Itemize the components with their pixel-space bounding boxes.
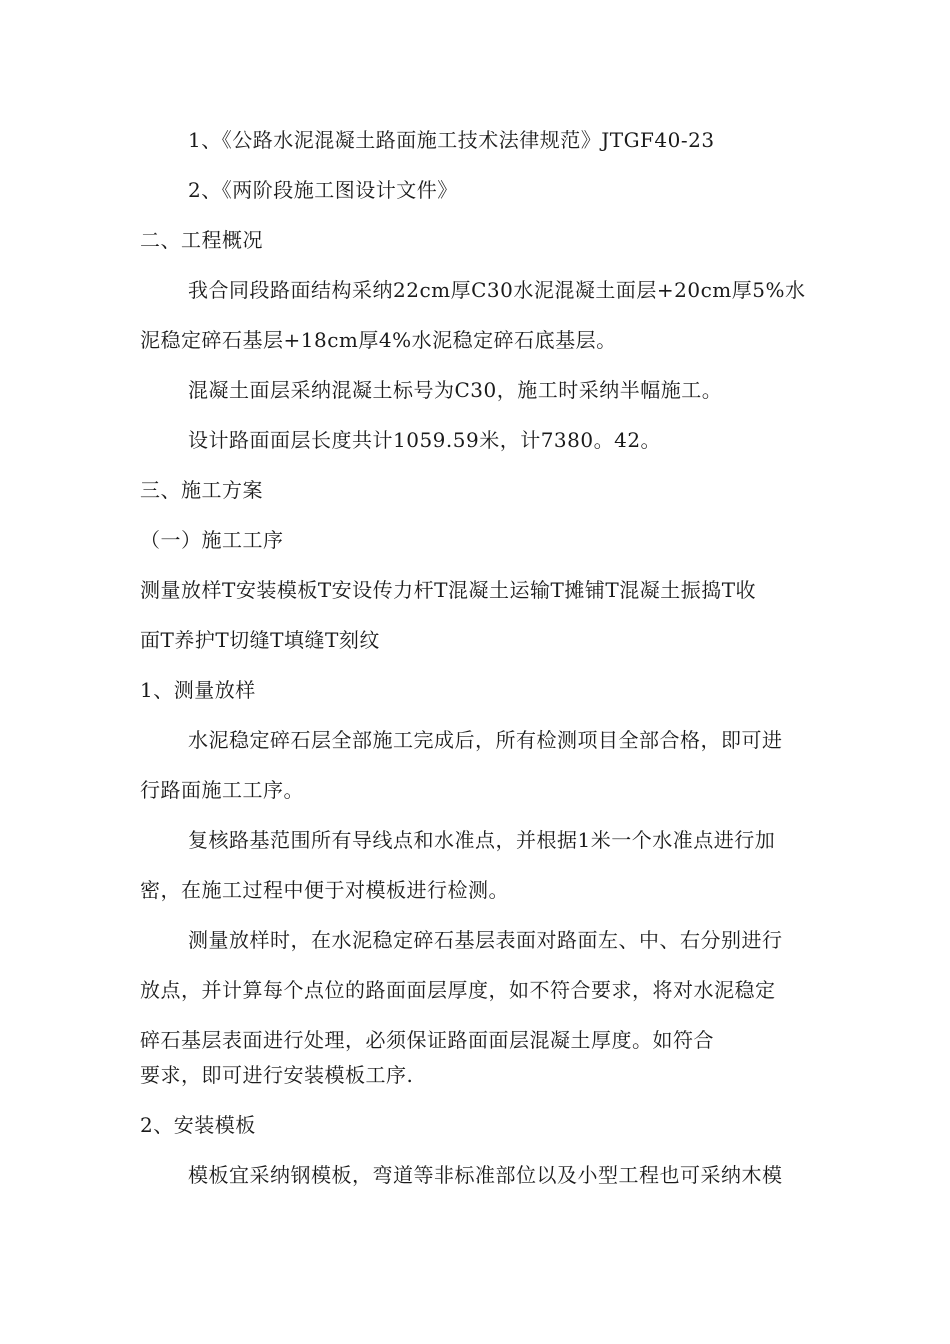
paragraph-line: 测量放样时，在水泥稳定碎石基层表面对路面左、中、右分别进行 (188, 928, 783, 952)
paragraph-line: 密，在施工过程中便于对模板进行检测。 (140, 878, 509, 902)
paragraph-line: 泥稳定碎石基层+18cm厚4%水泥稳定碎石底基层。 (140, 328, 617, 352)
subsection-heading-procedure: （一）施工工序 (140, 528, 284, 552)
paragraph-line: 水泥稳定碎石层全部施工完成后，所有检测项目全部合格，即可进 (188, 728, 783, 752)
paragraph-line: 模板宜采纳钢模板，弯道等非标准部位以及小型工程也可采纳木模 (188, 1163, 783, 1187)
paragraph-line: 碎石基层表面进行处理，必须保证路面面层混凝土厚度。如符合 (140, 1028, 714, 1052)
item-heading-survey: 1、测量放样 (140, 678, 256, 702)
reference-item-2: 2、《两阶段施工图设计文件》 (188, 178, 458, 202)
paragraph-line: 测量放样T安装模板T安设传力杆T混凝土运输T摊铺T混凝土振捣T收 (140, 578, 757, 602)
paragraph-line: 混凝土面层采纳混凝土标号为C30，施工时采纳半幅施工。 (188, 378, 723, 402)
section-heading-plan: 三、施工方案 (140, 478, 263, 502)
paragraph-line: 行路面施工工序。 (140, 778, 304, 802)
item-heading-formwork: 2、安装模板 (140, 1113, 256, 1137)
paragraph-line: 面T养护T切缝T填缝T刻纹 (140, 628, 380, 652)
paragraph-line: 复核路基范围所有导线点和水准点，并根据1米一个水准点进行加 (188, 828, 776, 852)
paragraph-line: 设计路面面层长度共计1059.59米，计7380。42。 (188, 428, 662, 452)
paragraph-line: 放点，并计算每个点位的路面面层厚度，如不符合要求，将对水泥稳定 (140, 978, 776, 1002)
paragraph-line: 我合同段路面结构采纳22cm厚C30水泥混凝土面层+20cm厚5%水 (188, 278, 806, 302)
paragraph-line: 要求，即可进行安装模板工序. (140, 1063, 414, 1087)
reference-item-1: 1、《公路水泥混凝土路面施工技术法律规范》JTGF40-23 (188, 128, 715, 152)
section-heading-overview: 二、工程概况 (140, 228, 263, 252)
